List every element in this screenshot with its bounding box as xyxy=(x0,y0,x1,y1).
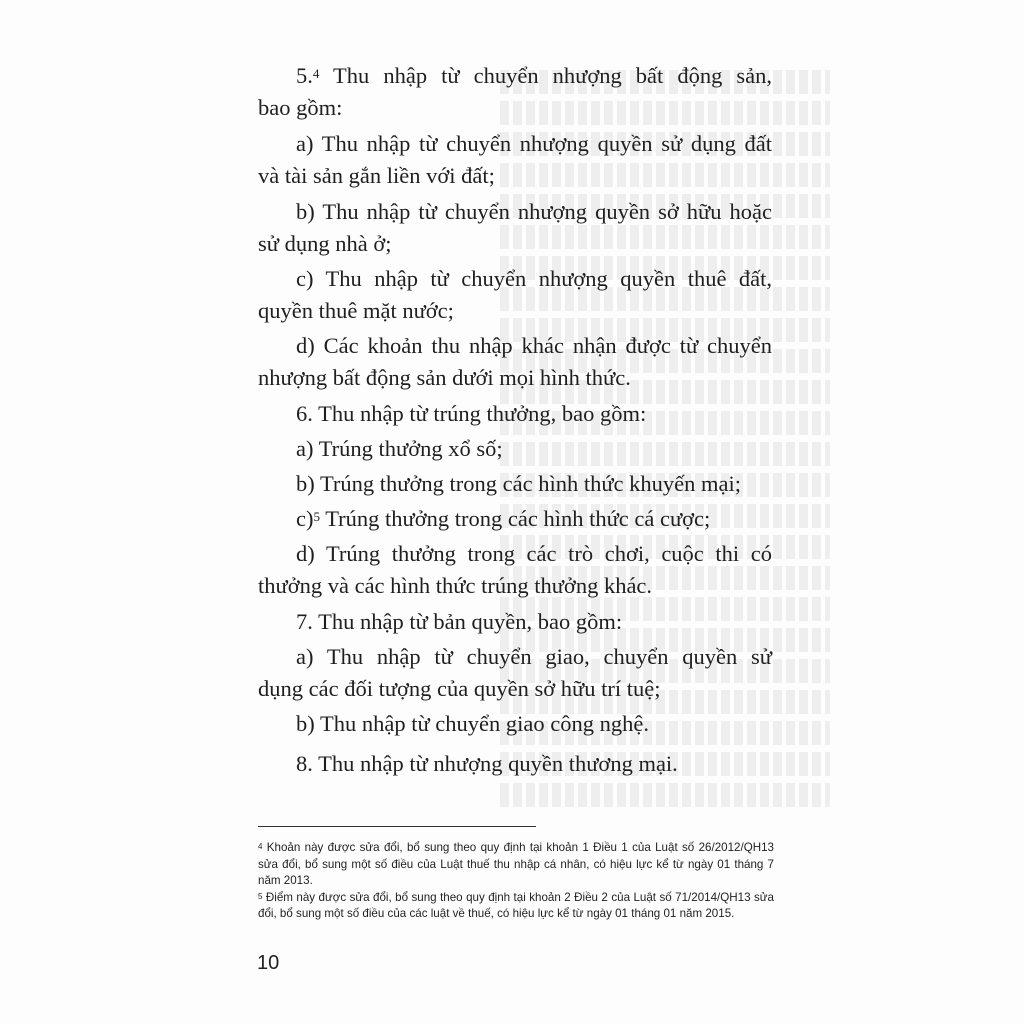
item-5c-line-2: quyền thuê mặt nước; xyxy=(258,298,454,323)
item-8: 8. Thu nhập từ nhượng quyền thương mại. xyxy=(296,751,678,776)
footnote-4 xyxy=(258,840,774,890)
item-6-heading: 6. Thu nhập từ trúng thưởng, bao gồm: xyxy=(296,401,647,426)
footnotes xyxy=(258,840,774,923)
item-6b: b) Trúng thưởng trong các hình thức khuyến mại; xyxy=(296,471,741,496)
item-6a: a) Trúng thưởng xổ số; xyxy=(296,436,503,461)
item-7-heading: 7. Thu nhập từ bản quyền, bao gồm: xyxy=(296,609,623,634)
footnote-5-text: Điểm này được sửa đổi, bổ sung theo quy định tại khoản 2 Điều 2 của Luật số 71/2014/QH13 sửa đổi, bổ sung một số điều của các luật về thuế, có hiệu lực kể từ ngày 01 tháng 01 năm 2015. xyxy=(258,890,774,920)
page-number: 10 xyxy=(257,952,280,974)
footnote-4-text: Khoản này được sửa đổi, bổ sung theo quy định tại khoản 1 Điều 1 của Luật số 26/2012/QH13 sửa đổi, bổ sung một số điều của Luật thuế thu nhập cá nhân, có hiệu lực kể từ ngày 01 tháng 7 năm 2013. xyxy=(258,841,774,887)
item-5a-line-2: và tài sản gắn liền với đất; xyxy=(258,163,495,188)
item-7a-line-1: a) Thu nhập từ chuyển giao, chuyển quyền sử xyxy=(296,644,772,669)
item-5-number: 5. xyxy=(296,63,313,88)
footnote-4-marker: 4 xyxy=(258,842,263,851)
item-6d-line-2: thưởng và các hình thức trúng thưởng khác. xyxy=(258,573,653,598)
item-5-line-1 xyxy=(258,62,772,90)
item-5b-line-1: b) Thu nhập từ chuyển nhượng quyền sở hữu hoặc xyxy=(296,199,772,224)
footnote-5-marker: 5 xyxy=(258,891,263,901)
footnote-divider xyxy=(258,826,536,827)
item-7a-line-2: dụng các đối tượng của quyền sở hữu trí tuệ; xyxy=(258,676,661,701)
item-5c-line-1: c) Thu nhập từ chuyển nhượng quyền thuê đất, xyxy=(296,266,772,291)
item-6d-line-1: d) Trúng thưởng trong các trò chơi, cuộc thi có xyxy=(296,541,772,566)
item-6c-label: c) xyxy=(296,506,314,531)
item-5-line-2: bao gồm: xyxy=(258,95,343,120)
item-5d-line-1: d) Các khoản thu nhập khác nhận được từ chuyển xyxy=(296,333,772,358)
footnote-ref-5: 5 xyxy=(313,509,320,524)
footnote-5 xyxy=(258,890,774,923)
item-5d-line-2: nhượng bất động sản dưới mọi hình thức. xyxy=(258,365,631,390)
footnote-ref-4: 4 xyxy=(312,66,320,81)
item-6c xyxy=(258,505,710,533)
item-7b: b) Thu nhập từ chuyển giao công nghệ. xyxy=(296,711,649,736)
item-5-text: Thu nhập từ chuyển nhượng bất động sản, xyxy=(333,63,772,88)
item-5a-line-1: a) Thu nhập từ chuyển nhượng quyền sử dụng đất xyxy=(296,131,772,156)
item-6c-text: Trúng thưởng trong các hình thức cá cược; xyxy=(325,506,711,531)
item-5b-line-2: sử dụng nhà ở; xyxy=(258,231,392,256)
